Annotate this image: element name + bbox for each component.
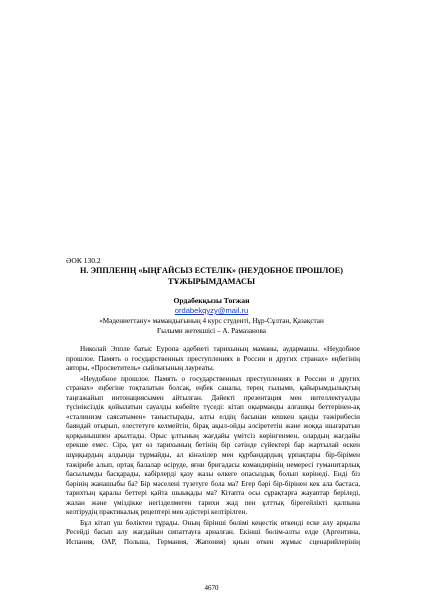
text-line: келтірудің практикалық рецептері мен әдістері келтірілген. xyxy=(66,508,248,517)
text-line: баяндай отырып, елестетуге келмейтін, бірақ ақыл-ойды әлсірететін және жоққа шығаратын xyxy=(66,422,360,431)
text-line: прошлое. Память о государственных преступлениях в России и других странах» еңбегінің xyxy=(66,354,360,363)
article-title-line-2: ТҰЖЫРЫМДАМАСЫ xyxy=(167,277,255,286)
text-line: Ресейді басып алу жағдайын сипаттауға арналған. Екінші бөлім-алты елде (Аргентина, xyxy=(66,528,360,537)
udc-code: ӘОК 130.2 xyxy=(66,256,101,265)
text-line: басылымды басқарады, кабірлерді қазу жазы өлкеге опасыздық болып көрінеді. Енді біз xyxy=(66,470,360,479)
text-line: «сталинизм саясатымен» таныстырады, алты елдің басынан кешкен қанды тәжірибесін xyxy=(66,412,360,421)
text-line: шұңқырдың алдында тұрмайды, ал кінәлілер мен құрбандардың ұрпақтары бір-бірімен xyxy=(66,451,360,460)
author-affiliation: «Мәдениеттану» мамандығының 4 курс студенті, Нұр-Сұлтан, Қазақстан xyxy=(99,317,324,325)
author-email-link[interactable]: ordabekqyzy@mail.ru xyxy=(174,306,249,315)
text-line: бәрінің жанашыбы ба? Бір мәселені түзетуге бола ма? Егер бәрі бір-бірінен кек ала бастаса, xyxy=(66,479,360,488)
text-line: тарихтың қаралы беттері қайта шыықады ма? Кітапта осы сұрақтарға жауаптар беріледі, xyxy=(66,489,360,498)
text-line: тәжірибе алып, ортақ балалар өсіруде, яғни бригадасы командирінің немересі гуманитарлық xyxy=(66,460,360,469)
text-line: қорқынышпен арылтады. Орыс ұлтының жағдайы үмітсіз көрінгенмен, олардың жағдайы xyxy=(66,431,360,440)
text-line: түсініксіздік қойылатын сауалды көбейте түседі: кітап оқырманды алғашқы беттерінен-ақ xyxy=(66,403,360,412)
text-line: Испания, ОАР, Польша, Германия, Жапония) қиын өткен жұмыс сценарийлерінің xyxy=(66,537,360,546)
article-body xyxy=(66,345,360,548)
paragraph-3 xyxy=(66,519,360,548)
text-line: таңғажайып интонациясымен айтылған. Дәйекті презентация мен интеллектуалды xyxy=(66,393,360,402)
text-line: ерекше емес. Сірә, ұят өз тарихының бетінің бір сәтінде сүйектері бар жартылай өскен xyxy=(66,441,360,450)
text-line: жалан және үміздікке негізделмеген тарихи жад пен ұлттық бірегейлікті қалпына xyxy=(66,498,360,507)
text-line: Бұл кітап үш бөліктен тұрады. Оның бірінші бөлімі кеңестік өткенді еске алу арқылы xyxy=(80,518,360,527)
page-number: 4670 xyxy=(204,584,219,592)
text-line: авторы, «Просветитель» сыйлығының лауреаты. xyxy=(66,364,215,373)
article-title-line-1: Н. ЭППЛЕНІҢ «ЫҢҒАЙСЫЗ ЕСТЕЛІК» (НЕУДОБНОЕ ПРОШЛОЕ) xyxy=(80,266,343,275)
text-line: «Неудобное прошлое. Память о государственных преступлениях в России и других xyxy=(80,374,360,383)
text-line: Николай Эппле батыс Еуропа әдебиеті тарихының маманы, аудармашы. «Неудобное xyxy=(80,345,360,353)
author-name: Ордабекқызы Тоғжан xyxy=(173,296,250,305)
text-line: странах» еңбегіне тоқталатын болсақ, еңбек саналы, терең ғылыми, қайырымдылықтың xyxy=(66,384,360,393)
scientific-supervisor: Ғылыми жетекшісі – А. Рамазанова xyxy=(156,327,266,335)
paragraph-2 xyxy=(66,375,360,518)
paragraph-1 xyxy=(66,345,360,374)
